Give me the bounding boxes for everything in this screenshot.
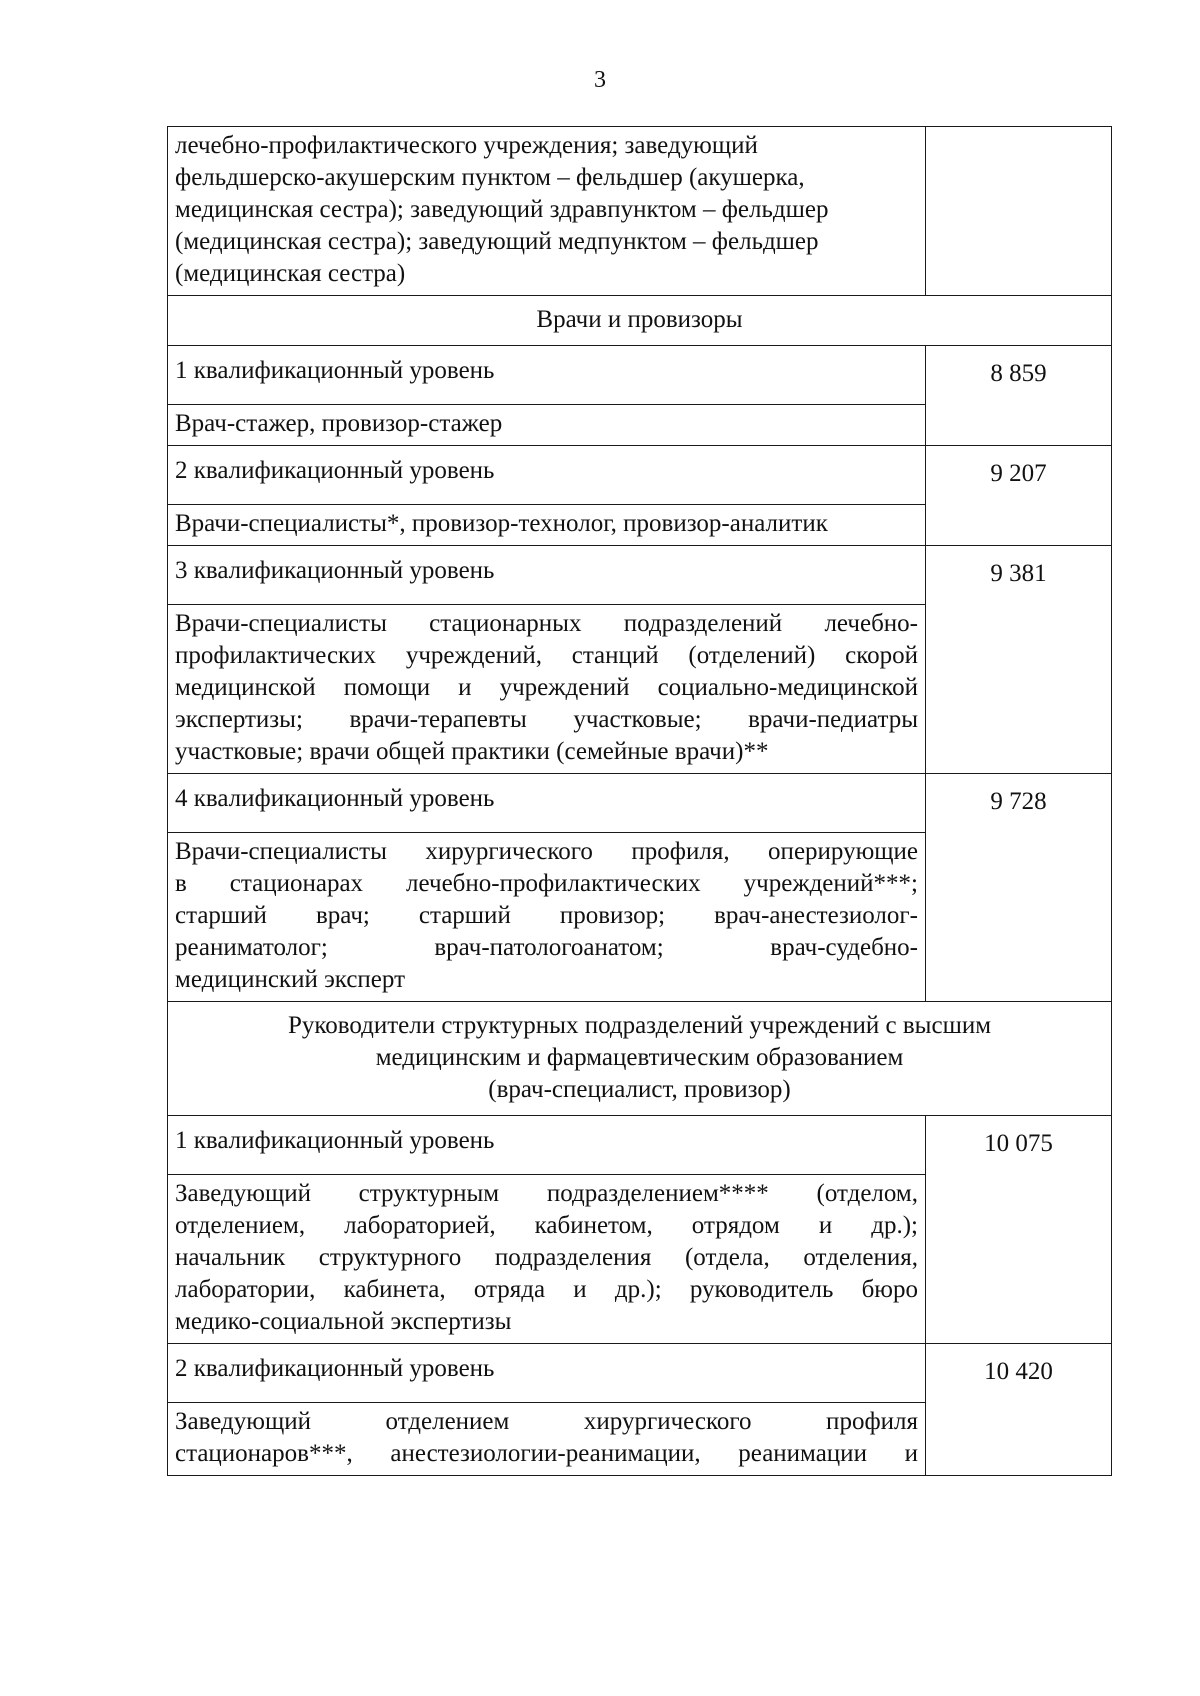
level-label: 2 квалификационный уровень <box>168 446 926 505</box>
level-label: 1 квалификационный уровень <box>168 1116 926 1175</box>
continuation-row <box>168 127 1112 296</box>
level-row <box>168 546 1112 605</box>
position-description <box>168 1175 926 1344</box>
page-number: 3 <box>594 67 606 93</box>
continuation-line: медицинская сестра); заведующий здравпунктом – фельдшер <box>175 196 829 223</box>
level-row <box>168 1116 1112 1175</box>
section-title: Врачи и провизоры <box>168 296 1112 346</box>
description-line: Врачи-специалисты стационарных подразделений лечебно- <box>175 610 918 637</box>
section-title-line: Руководители структурных подразделений учреждений с высшим <box>287 1012 992 1039</box>
description-line: профилактических учреждений, станций (отделений) скорой <box>175 642 918 669</box>
position-description <box>168 505 926 546</box>
description-line: медико-социальной экспертизы <box>175 1308 512 1335</box>
description-line: начальник структурного подразделения (отдела, отделения, <box>175 1244 918 1271</box>
continuation-line: лечебно-профилактического учреждения; заведующий <box>175 132 758 159</box>
salary-value: 9 207 <box>926 446 1112 546</box>
section-title-line: медицинским и фармацевтическим образованием <box>375 1044 904 1071</box>
salary-value: 10 420 <box>926 1344 1112 1476</box>
level-row <box>168 1344 1112 1403</box>
salary-value: 8 859 <box>926 346 1112 446</box>
level-label: 4 квалификационный уровень <box>168 774 926 833</box>
position-description <box>168 833 926 1002</box>
position-description <box>168 405 926 446</box>
salary-value: 10 075 <box>926 1116 1112 1344</box>
level-label: 2 квалификационный уровень <box>168 1344 926 1403</box>
section-title <box>168 1002 1112 1116</box>
description-line: участковые; врачи общей практики (семейные врачи)** <box>175 738 769 765</box>
qualification-salary-table <box>167 126 1112 1476</box>
description-line: Врач-стажер, провизор-стажер <box>175 410 503 437</box>
description-line: лаборатории, кабинета, отряда и др.); руководитель бюро <box>175 1276 918 1303</box>
description-line: стационаров***, анестезиологии-реанимации, реанимации и <box>175 1440 918 1467</box>
level-row <box>168 446 1112 505</box>
section-header-row <box>168 1002 1112 1116</box>
section-header-row <box>168 296 1112 346</box>
level-label: 3 квалификационный уровень <box>168 546 926 605</box>
description-line: Врачи-специалисты*, провизор-технолог, провизор-аналитик <box>175 510 828 537</box>
level-row <box>168 346 1112 405</box>
salary-value: 9 381 <box>926 546 1112 774</box>
level-row <box>168 774 1112 833</box>
continuation-cell <box>168 127 926 296</box>
level-label: 1 квалификационный уровень <box>168 346 926 405</box>
description-line: старший врач; старший провизор; врач-анестезиолог- <box>175 902 918 929</box>
description-line: Заведующий структурным подразделением**** (отделом, <box>175 1180 918 1207</box>
continuation-salary-cell <box>926 127 1112 296</box>
position-description <box>168 605 926 774</box>
description-line: экспертизы; врачи-терапевты участковые; врачи-педиатры <box>175 706 918 733</box>
description-line: реаниматолог; врач-патологоанатом; врач-судебно- <box>175 934 918 961</box>
continuation-line: (медицинская сестра) <box>175 260 406 287</box>
salary-value: 9 728 <box>926 774 1112 1002</box>
description-line: медицинской помощи и учреждений социально-медицинской <box>175 674 918 701</box>
description-line: отделением, лабораторией, кабинетом, отрядом и др.); <box>175 1212 918 1239</box>
continuation-line: (медицинская сестра); заведующий медпунктом – фельдшер <box>175 228 819 255</box>
description-line: Врачи-специалисты хирургического профиля, оперирующие <box>175 838 918 865</box>
position-description <box>168 1403 926 1476</box>
continuation-line: фельдшерско-акушерским пунктом – фельдшер (акушерка, <box>175 164 805 191</box>
description-line: медицинский эксперт <box>175 966 405 993</box>
description-line: Заведующий отделением хирургического профиля <box>175 1408 918 1435</box>
section-title-line: (врач-специалист, провизор) <box>488 1076 791 1103</box>
description-line: в стационарах лечебно-профилактических учреждений***; <box>175 870 918 897</box>
